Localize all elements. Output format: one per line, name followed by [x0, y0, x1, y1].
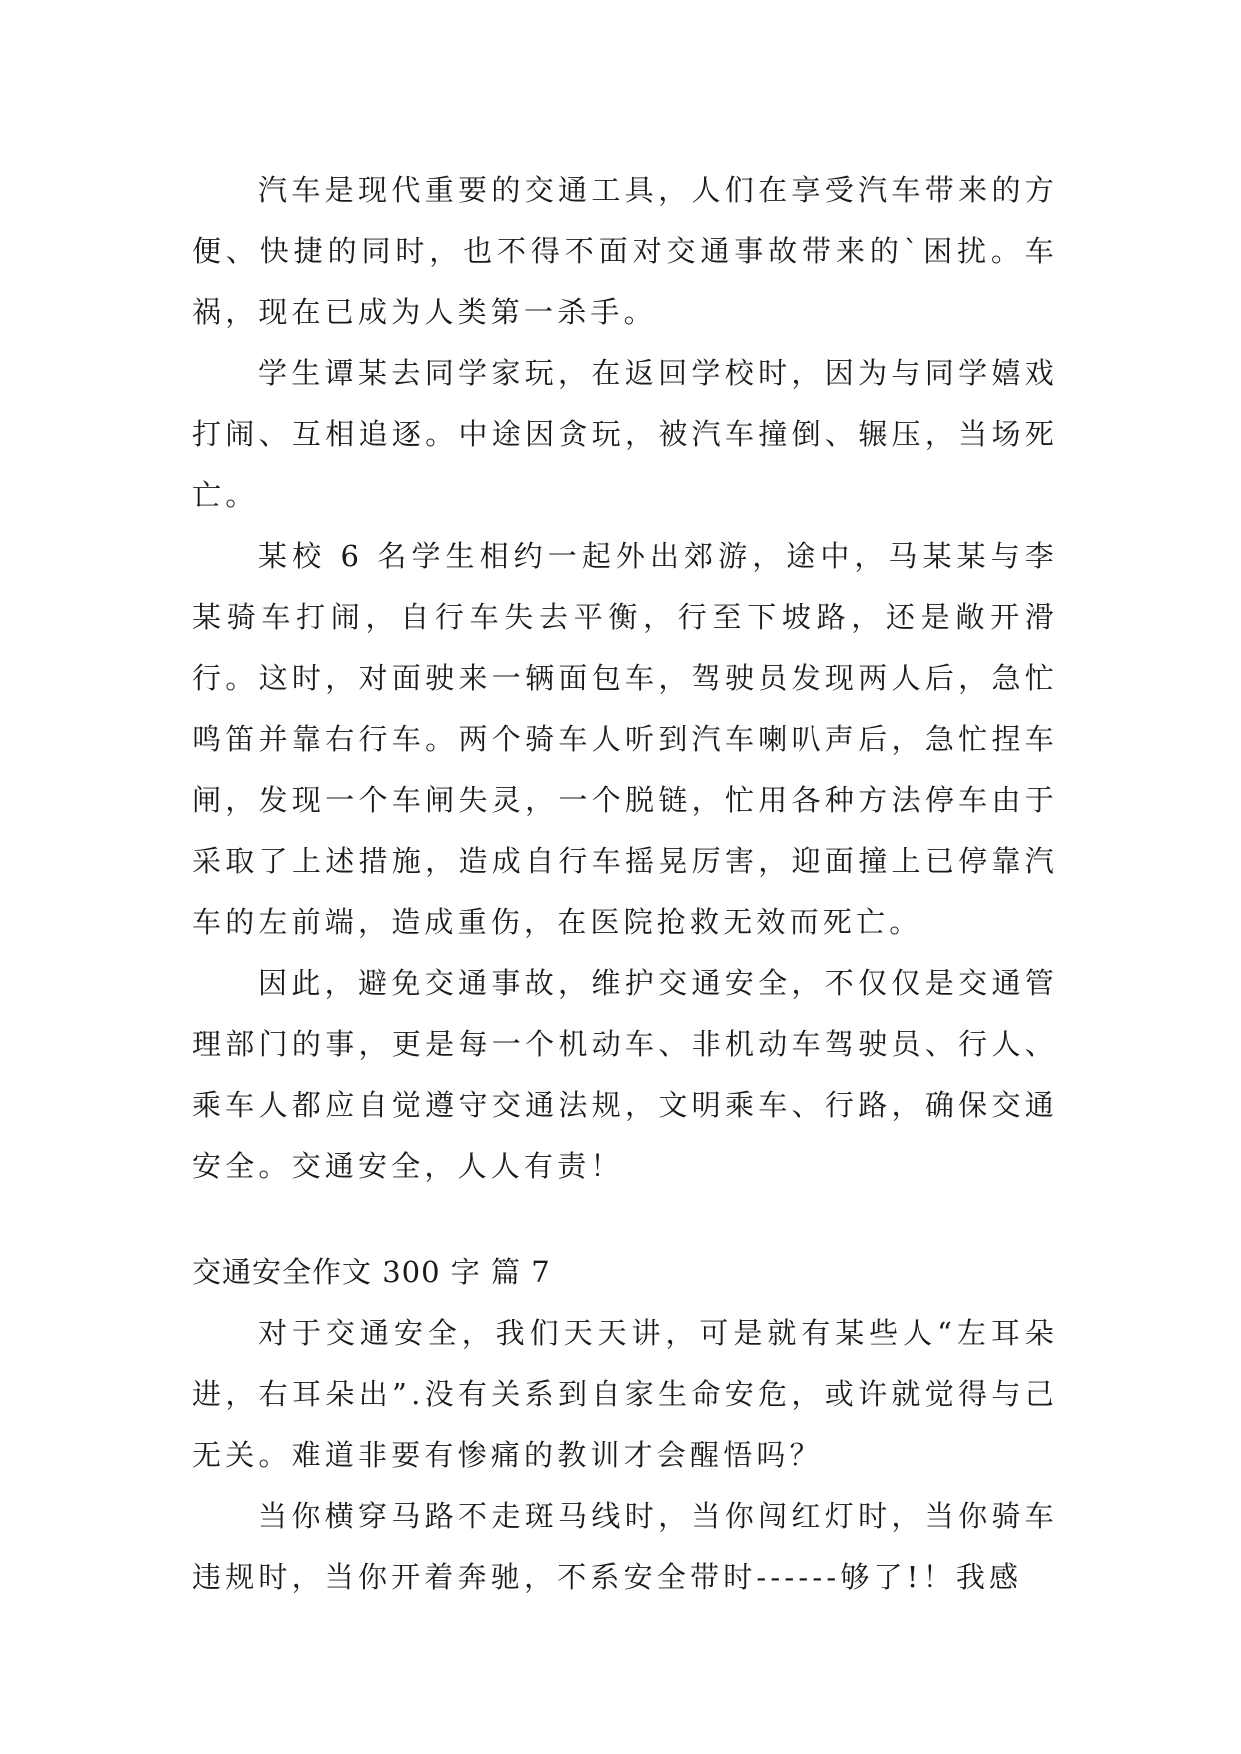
- paragraph: 当你横穿马路不走斑马线时，当你闯红灯时，当你骑车违规时，当你开着奔驰，不系安全带时------够了!！我感: [192, 1499, 1058, 1594]
- paragraph: 对于交通安全，我们天天讲，可是就有某些人“左耳朵进，右耳朵出”.没有关系到自家生命安危，或许就觉得与己无关。难道非要有惨痛的教训才会醒悟吗？: [192, 1316, 1058, 1472]
- document-body: [192, 160, 1058, 1608]
- paragraph: 因此，避免交通事故，维护交通安全，不仅仅是交通管理部门的事，更是每一个机动车、非机动车驾驶员、行人、乘车人都应自觉遵守交通法规，文明乘车、行路，确保交通安全。交通安全，人人有责！: [192, 966, 1058, 1183]
- paragraph: 某校 6 名学生相约一起外出郊游，途中，马某某与李某骑车打闹，自行车失去平衡，行至下坡路，还是敞开滑行。这时，对面驶来一辆面包车，驾驶员发现两人后，急忙鸣笛并靠右行车。两个骑车人听到汽车喇叭声后，急忙捏车闸，发现一个车闸失灵，一个脱链，忙用各种方法停车由于采取了上述措施，造成自行车摇晃厉害，迎面撞上已停靠汽车的左前端，造成重伤，在医院抢救无效而死亡。: [192, 539, 1058, 939]
- paragraph: 学生谭某去同学家玩，在返回学校时，因为与同学嬉戏打闹、互相追逐。中途因贪玩，被汽车撞倒、辗压，当场死亡。: [192, 356, 1058, 512]
- section-title: 交通安全作文 300 字 篇 7: [192, 1255, 551, 1289]
- paragraph: 汽车是现代重要的交通工具，人们在享受汽车带来的方便、快捷的同时，也不得不面对交通事故带来的`困扰。车祸，现在已成为人类第一杀手。: [192, 173, 1058, 329]
